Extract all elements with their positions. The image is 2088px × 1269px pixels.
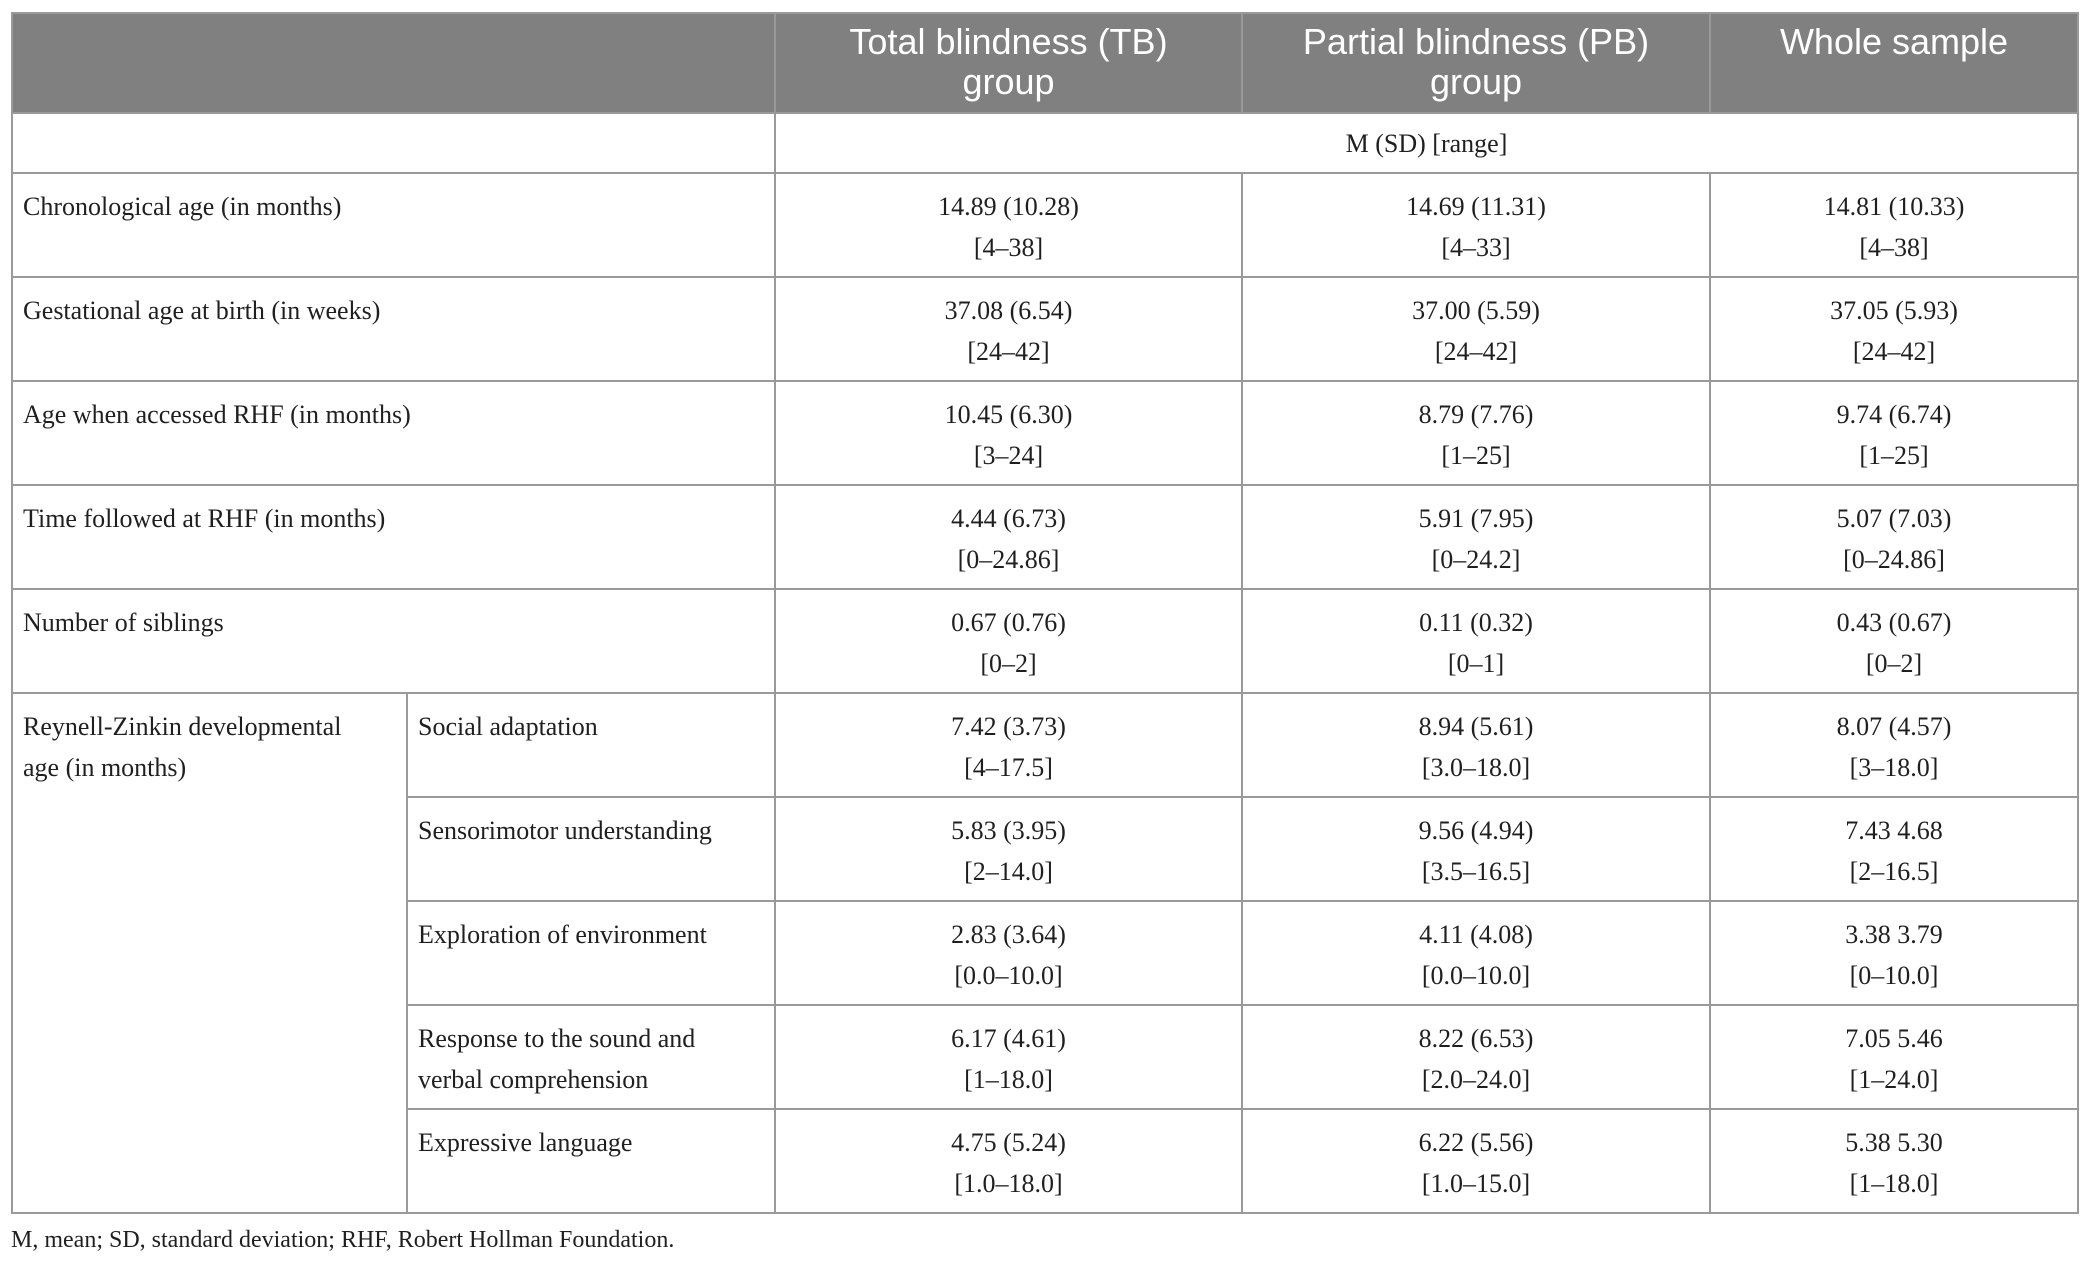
cell-line: [2–14.0] [964, 857, 1053, 886]
cell-line: 14.69 (11.31) [1406, 192, 1546, 221]
cell-line: [0–24.86] [957, 545, 1060, 574]
cell-tb [775, 485, 1242, 589]
subheader-row [12, 113, 2078, 173]
table-row [12, 589, 2078, 693]
cell-tb [775, 693, 1242, 797]
subrow-label-line: Social adaptation [418, 712, 598, 741]
subrow-label-line: Expressive language [418, 1128, 633, 1157]
cell-line: [0–24.86] [1843, 545, 1945, 574]
table-row [12, 693, 2078, 797]
cell-line: 14.81 (10.33) [1823, 192, 1965, 221]
cell-line: 2.83 (3.64) [951, 920, 1066, 949]
cell-line: 37.05 (5.93) [1830, 296, 1958, 325]
cell-line: [24–42] [1852, 337, 1936, 366]
cell-line: [0–2] [980, 649, 1037, 678]
cell-whole [1710, 589, 2078, 693]
row-label: Number of siblings [12, 589, 775, 693]
cell-pb [1242, 1109, 1710, 1213]
cell-whole [1710, 277, 2078, 381]
cell-pb [1242, 589, 1710, 693]
cell-line: 14.89 (10.28) [938, 192, 1079, 221]
cell-whole [1710, 1109, 2078, 1213]
cell-line: [24–42] [1434, 337, 1518, 366]
cell-line: [1.0–18.0] [954, 1169, 1063, 1198]
cell-line: 5.83 (3.95) [951, 816, 1066, 845]
cell-line: 4.75 (5.24) [951, 1128, 1066, 1157]
cell-line: [0.0–10.0] [1421, 961, 1531, 990]
cell-line: 5.91 (7.95) [1418, 504, 1534, 533]
cell-line: [1–25] [1859, 441, 1929, 470]
cell-line: 6.22 (5.56) [1418, 1128, 1534, 1157]
cell-line: [1–25] [1441, 441, 1511, 470]
cell-whole [1710, 901, 2078, 1005]
cell-tb [775, 901, 1242, 1005]
cell-tb [775, 173, 1242, 277]
subrow-label [407, 1109, 775, 1213]
row-label: Chronological age (in months) [12, 173, 775, 277]
cell-pb [1242, 173, 1710, 277]
group-label [12, 693, 407, 1213]
table-row [12, 381, 2078, 485]
cell-pb [1242, 693, 1710, 797]
cell-line: [2.0–24.0] [1421, 1065, 1531, 1094]
cell-tb [775, 381, 1242, 485]
cell-tb [775, 277, 1242, 381]
cell-line: 8.22 (6.53) [1418, 1024, 1534, 1053]
cell-line: [0.0–10.0] [954, 961, 1063, 990]
table-footnote: M, mean; SD, standard deviation; RHF, Robert Hollman Foundation. [11, 1227, 675, 1253]
cell-line: 9.74 (6.74) [1836, 400, 1952, 429]
row-label: Time followed at RHF (in months) [12, 485, 775, 589]
subrow-label-line: Sensorimotor understanding [418, 816, 712, 845]
cell-line: 0.11 (0.32) [1419, 608, 1533, 637]
subrow-label-line: Response to the sound and [418, 1024, 696, 1053]
cell-line: [3–18.0] [1849, 753, 1939, 782]
cell-line: [4–17.5] [964, 753, 1053, 782]
cell-pb [1242, 277, 1710, 381]
row-label: Age when accessed RHF (in months) [12, 381, 775, 485]
summary-table [11, 12, 2079, 1214]
cell-line: 7.42 (3.73) [951, 712, 1066, 741]
cell-line: [1–18.0] [1849, 1169, 1939, 1198]
cell-pb [1242, 381, 1710, 485]
table-row [12, 277, 2078, 381]
table-row [12, 485, 2078, 589]
cell-line: 5.07 (7.03) [1836, 504, 1952, 533]
header-blank [12, 13, 775, 113]
subrow-label [407, 797, 775, 901]
subheader-label: M (SD) [range] [775, 113, 2078, 173]
cell-line: [1.0–15.0] [1421, 1169, 1531, 1198]
cell-line: 37.00 (5.59) [1412, 296, 1540, 325]
cell-whole [1710, 1005, 2078, 1109]
cell-line: 9.56 (4.94) [1418, 816, 1534, 845]
cell-line: [0–1] [1447, 649, 1505, 678]
subrow-label [407, 901, 775, 1005]
header-tb: Total blindness (TB) group [775, 13, 1242, 113]
cell-tb [775, 797, 1242, 901]
subrow-label [407, 693, 775, 797]
cell-line: [4–38] [1859, 233, 1929, 262]
cell-line: [1–24.0] [1849, 1065, 1939, 1094]
cell-tb [775, 1109, 1242, 1213]
row-label: Gestational age at birth (in weeks) [12, 277, 775, 381]
cell-whole [1710, 693, 2078, 797]
cell-line: 7.43 4.68 [1845, 816, 1943, 845]
cell-line: 8.07 (4.57) [1836, 712, 1952, 741]
group-label-line: age (in months) [23, 753, 187, 782]
cell-pb [1242, 485, 1710, 589]
cell-line: [1–18.0] [964, 1065, 1053, 1094]
cell-line: [0–2] [1865, 649, 1923, 678]
cell-line: [4–33] [1441, 233, 1511, 262]
cell-line: 8.79 (7.76) [1418, 400, 1534, 429]
cell-pb [1242, 797, 1710, 901]
cell-whole [1710, 173, 2078, 277]
cell-line: [3–24] [973, 441, 1044, 470]
cell-line: 0.43 (0.67) [1836, 608, 1952, 637]
data-table-container [11, 12, 2077, 1214]
cell-tb [775, 1005, 1242, 1109]
cell-line: 8.94 (5.61) [1418, 712, 1534, 741]
cell-whole [1710, 485, 2078, 589]
cell-line: [3.0–18.0] [1421, 753, 1531, 782]
cell-line: 0.67 (0.76) [951, 608, 1066, 637]
cell-line: 4.11 (4.08) [1419, 920, 1533, 949]
cell-pb [1242, 901, 1710, 1005]
cell-line: 10.45 (6.30) [944, 400, 1073, 429]
group-label-line: Reynell-Zinkin developmental [23, 712, 342, 741]
subrow-label-line: Exploration of environment [418, 920, 707, 949]
cell-line: 4.44 (6.73) [951, 504, 1066, 533]
cell-pb [1242, 1005, 1710, 1109]
cell-tb [775, 589, 1242, 693]
subheader-blank [12, 113, 775, 173]
header-whole: Whole sample [1710, 13, 2078, 113]
cell-line: 7.05 5.46 [1845, 1024, 1943, 1053]
cell-line: [0–24.2] [1431, 545, 1521, 574]
cell-line: [3.5–16.5] [1421, 857, 1531, 886]
table-row [12, 173, 2078, 277]
subrow-label [407, 1005, 775, 1109]
cell-line: 5.38 5.30 [1845, 1128, 1943, 1157]
cell-line: 3.38 3.79 [1845, 920, 1943, 949]
cell-whole [1710, 797, 2078, 901]
subrow-label-line: verbal comprehension [418, 1065, 649, 1094]
cell-line: 6.17 (4.61) [951, 1024, 1066, 1053]
cell-line: [2–16.5] [1849, 857, 1939, 886]
header-pb: Partial blindness (PB) group [1242, 13, 1710, 113]
cell-whole [1710, 381, 2078, 485]
table-header-row [12, 13, 2078, 113]
cell-line: [0–10.0] [1849, 961, 1939, 990]
cell-line: [4–38] [973, 233, 1044, 262]
cell-line: [24–42] [967, 337, 1050, 366]
cell-line: 37.08 (6.54) [944, 296, 1073, 325]
